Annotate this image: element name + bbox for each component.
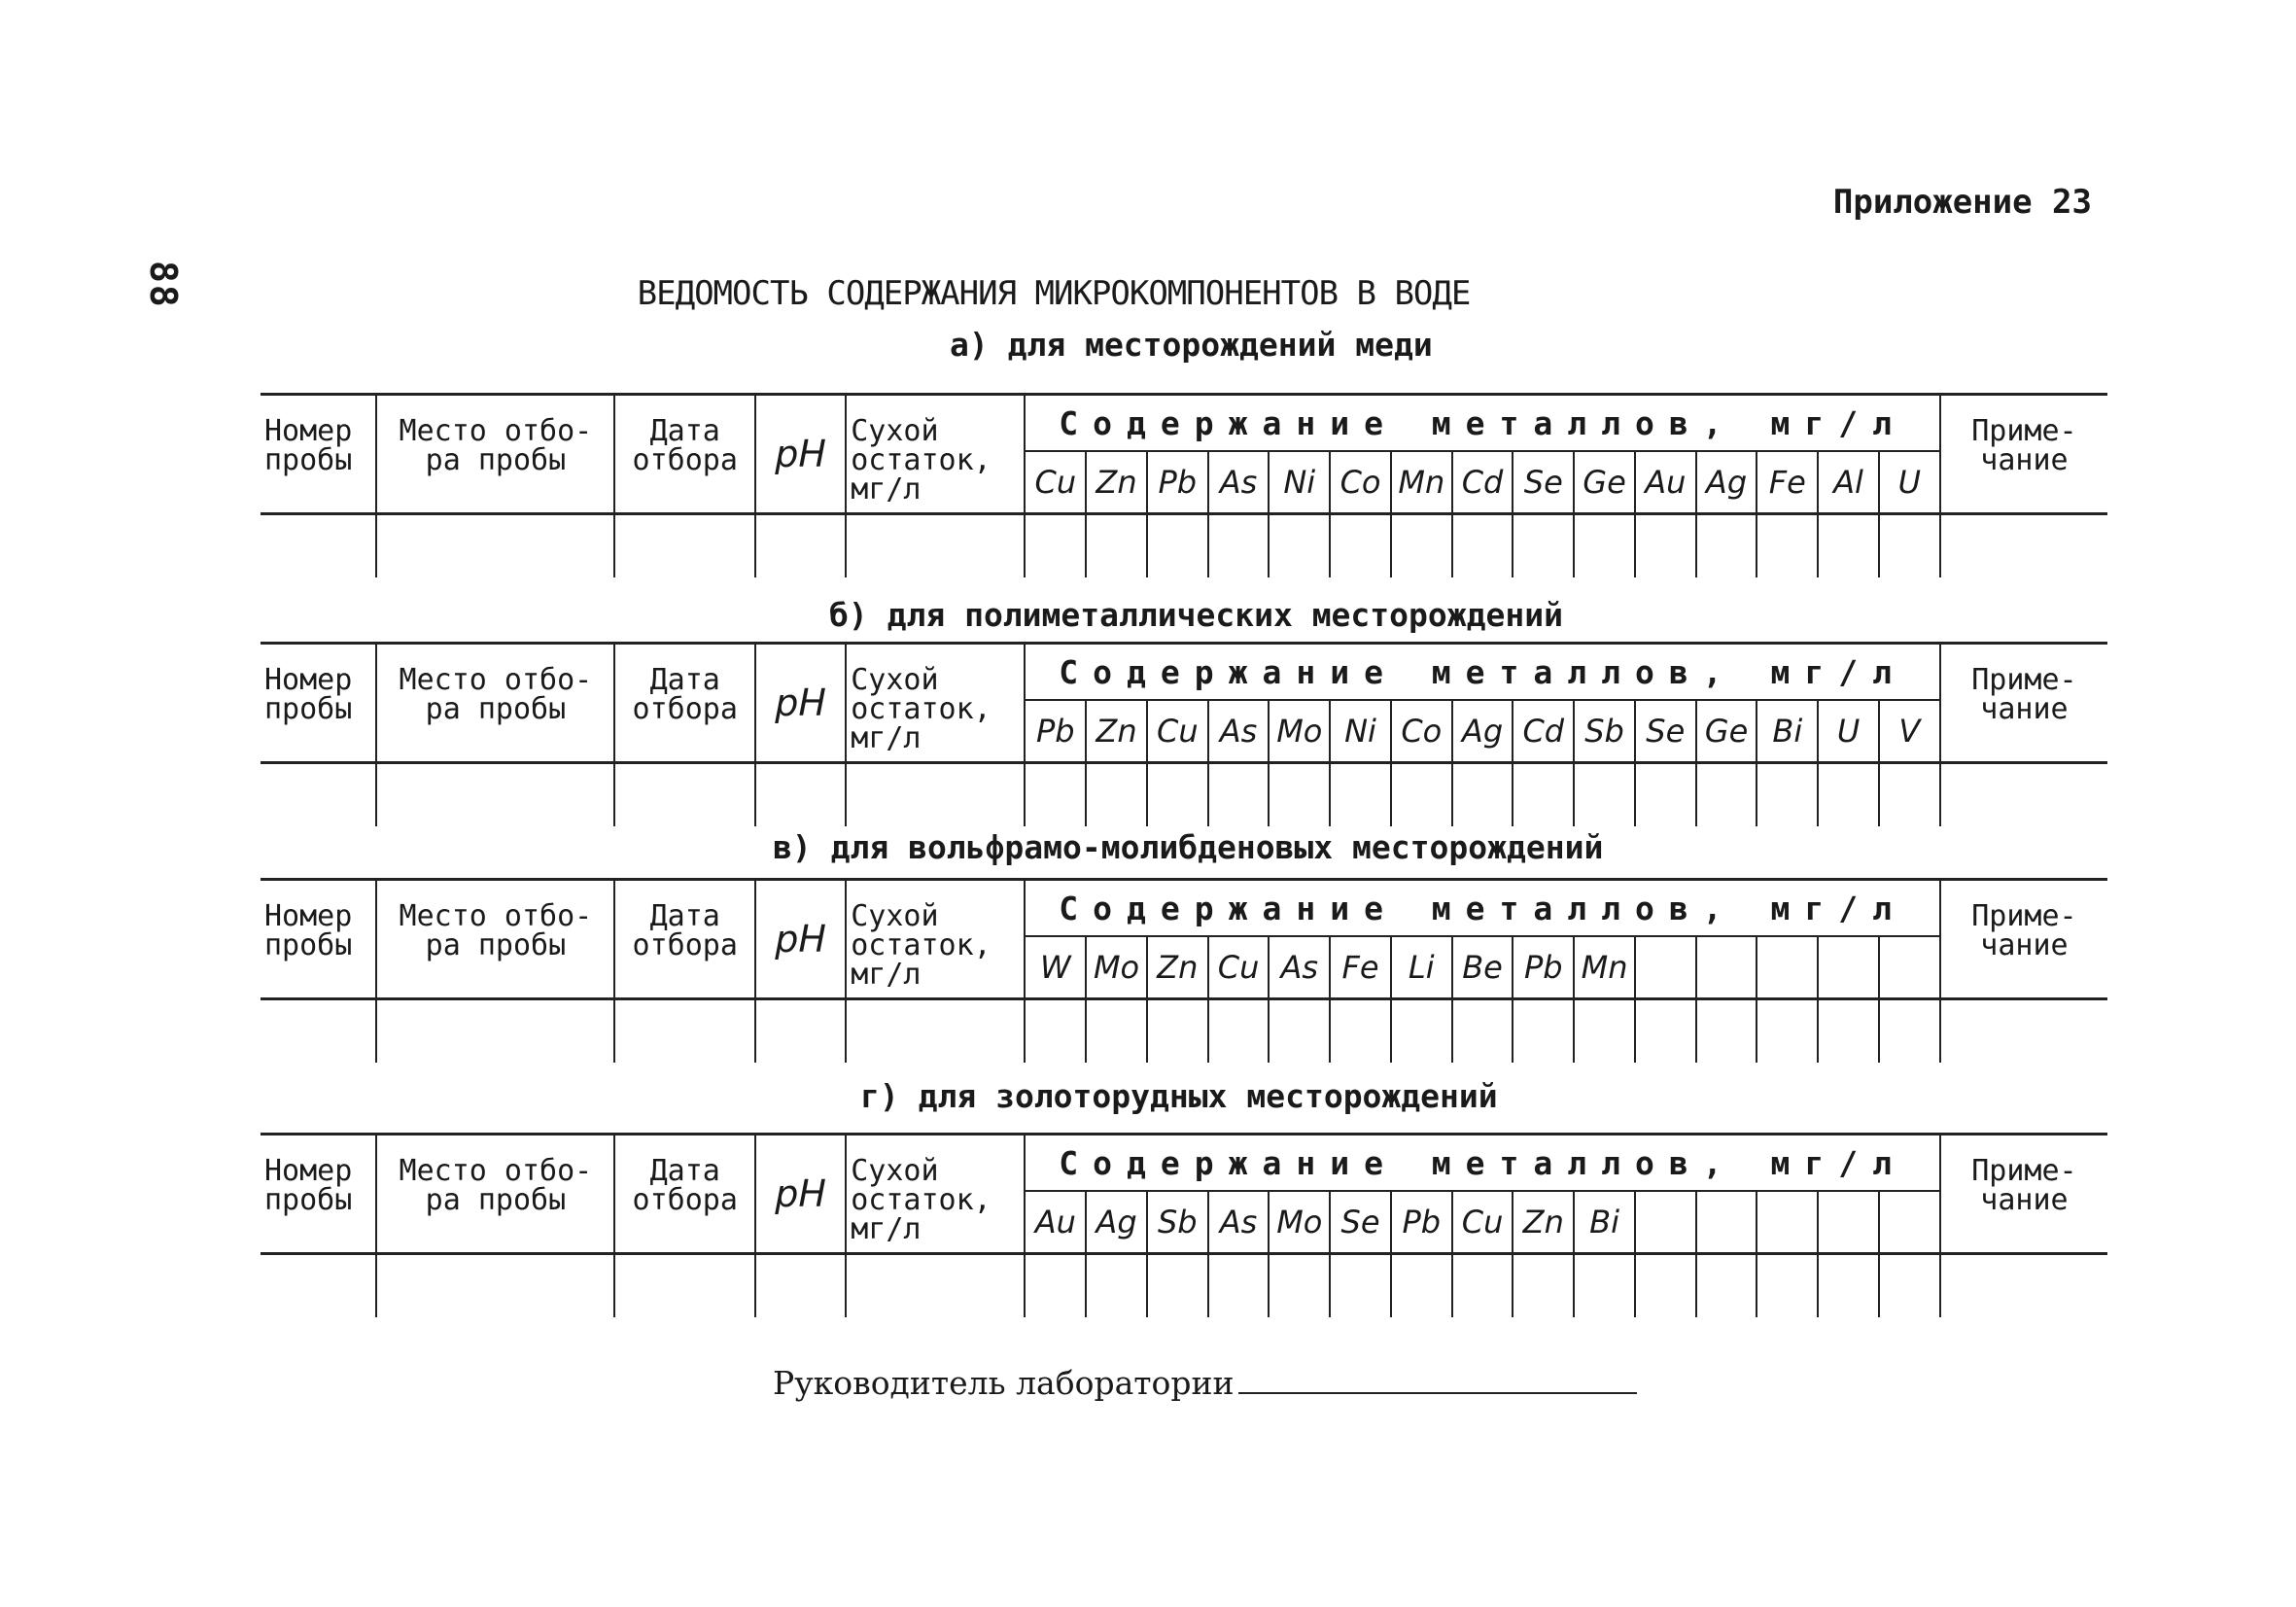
header-sampling-date [614, 880, 755, 999]
header-line: Место отбо- [399, 899, 593, 933]
header-line: ра пробы [425, 443, 567, 477]
metals-table [261, 1133, 2107, 1317]
data-entry-cell[interactable] [1391, 514, 1452, 578]
header-line: пробы [264, 1183, 353, 1217]
header-line: пробы [264, 928, 353, 962]
appendix-label: Приложение 23 [1832, 183, 2092, 222]
metal-symbol-cell [1696, 1191, 1757, 1254]
header-line: Сухой [851, 414, 939, 448]
data-entry-cell[interactable] [1635, 763, 1696, 827]
header-note [1940, 395, 2107, 514]
data-entry-cell[interactable] [1208, 763, 1270, 827]
header-line: Номер [264, 414, 353, 448]
data-entry-cell[interactable] [1269, 514, 1330, 578]
table-row [261, 999, 2107, 1064]
metal-symbol-cell: Cu [1025, 451, 1086, 514]
metal-symbol-cell: U [1818, 700, 1879, 763]
metal-symbol-cell [1757, 1191, 1818, 1254]
metal-symbol-cell: Sb [1147, 1191, 1208, 1254]
data-entry-cell[interactable] [1025, 514, 1086, 578]
data-entry-cell[interactable] [1757, 999, 1818, 1064]
metal-symbol-cell: Co [1330, 451, 1391, 514]
metal-symbol-cell: Ni [1269, 451, 1330, 514]
metal-symbol-cell: Ag [1086, 1191, 1147, 1254]
data-entry-cell[interactable] [1330, 514, 1391, 578]
metal-symbol-cell: Pb [1147, 451, 1208, 514]
header-ph: pH [755, 644, 846, 763]
data-entry-cell[interactable] [1879, 514, 1940, 578]
metal-symbol-cell [1818, 1191, 1879, 1254]
document-title: ВЕДОМОСТЬ СОДЕРЖАНИЯ МИКРОКОМПОНЕНТОВ В ВОДЕ [637, 274, 1471, 313]
header-ph: pH [755, 395, 846, 514]
header-sample-number [261, 880, 376, 999]
header-line: чание [1980, 928, 2069, 962]
header-ph: pH [755, 880, 846, 999]
data-entry-cell[interactable] [1757, 514, 1818, 578]
metal-symbol-cell: As [1269, 936, 1330, 999]
signature-label: Руководитель лаборатории [773, 1364, 1235, 1402]
data-entry-cell[interactable] [1513, 1254, 1574, 1318]
header-sample-number [261, 395, 376, 514]
header-line: ра пробы [425, 928, 567, 962]
header-line: мг/л [851, 1212, 922, 1246]
data-entry-cell[interactable] [755, 999, 846, 1064]
header-line: чание [1980, 443, 2069, 477]
data-entry-cell[interactable] [1696, 763, 1757, 827]
data-entry-cell[interactable] [1452, 1254, 1513, 1318]
data-entry-cell[interactable] [1940, 1254, 2107, 1318]
metal-symbol-cell [1696, 936, 1757, 999]
data-entry-cell[interactable] [1818, 1254, 1879, 1318]
section-caption: в) для вольфрамо-молибденовых месторождений [773, 828, 1604, 866]
metal-symbol-cell: Li [1391, 936, 1452, 999]
header-line: остаток, [851, 443, 991, 477]
data-entry-cell[interactable] [1940, 763, 2107, 827]
metal-symbol-cell: Zn [1513, 1191, 1574, 1254]
header-sampling-date [614, 395, 755, 514]
header-line: мг/л [851, 472, 922, 507]
data-entry-cell[interactable] [1879, 999, 1940, 1064]
metal-symbol-cell [1757, 936, 1818, 999]
data-entry-cell[interactable] [1940, 514, 2107, 578]
header-line: пробы [264, 443, 353, 477]
data-entry-cell[interactable] [1452, 763, 1513, 827]
header-line: мг/л [851, 721, 922, 755]
header-line: Место отбо- [399, 1154, 593, 1188]
header-line: остаток, [851, 692, 991, 726]
data-entry-cell[interactable] [376, 514, 614, 578]
header-line: остаток, [851, 928, 991, 962]
data-entry-cell[interactable] [846, 514, 1025, 578]
metal-symbol-cell: Cu [1208, 936, 1270, 999]
data-entry-cell[interactable] [614, 1254, 755, 1318]
data-entry-cell[interactable] [1025, 999, 1086, 1064]
data-entry-cell[interactable] [1635, 1254, 1696, 1318]
data-entry-cell[interactable] [376, 763, 614, 827]
data-entry-cell[interactable] [1208, 514, 1270, 578]
metals-table [261, 393, 2107, 577]
metal-symbol-cell: Ag [1452, 700, 1513, 763]
data-entry-cell[interactable] [1086, 1254, 1147, 1318]
data-entry-cell[interactable] [614, 763, 755, 827]
data-entry-cell[interactable] [1452, 999, 1513, 1064]
section-caption: б) для полиметаллических месторождений [829, 596, 1563, 634]
metal-symbol-cell: Mo [1086, 936, 1147, 999]
data-entry-cell[interactable] [1086, 763, 1147, 827]
header-line: отбора [632, 692, 738, 726]
data-entry-cell[interactable] [755, 514, 846, 578]
data-entry-cell[interactable] [261, 514, 376, 578]
data-entry-cell[interactable] [1269, 763, 1330, 827]
data-entry-cell[interactable] [1330, 1254, 1391, 1318]
data-entry-cell[interactable] [1391, 1254, 1452, 1318]
data-entry-cell[interactable] [1696, 999, 1757, 1064]
header-line: Место отбо- [399, 663, 593, 697]
metal-symbol-cell: Mo [1269, 1191, 1330, 1254]
data-entry-cell[interactable] [1208, 1254, 1270, 1318]
data-entry-cell[interactable] [1147, 1254, 1208, 1318]
data-entry-cell[interactable] [614, 514, 755, 578]
data-entry-cell[interactable] [1574, 1254, 1635, 1318]
data-entry-cell[interactable] [261, 1254, 376, 1318]
metal-symbol-cell: Pb [1513, 936, 1574, 999]
data-entry-cell[interactable] [1696, 514, 1757, 578]
data-entry-cell[interactable] [261, 763, 376, 827]
data-entry-cell[interactable] [614, 999, 755, 1064]
header-line: отбора [632, 1183, 738, 1217]
data-entry-cell[interactable] [1513, 999, 1574, 1064]
data-entry-cell[interactable] [1269, 999, 1330, 1064]
metal-symbol-cell: Se [1330, 1191, 1391, 1254]
header-note [1940, 880, 2107, 999]
data-entry-cell[interactable] [755, 763, 846, 827]
header-sampling-date [614, 644, 755, 763]
header-line: чание [1980, 692, 2069, 726]
metal-symbol-cell: Ge [1696, 700, 1757, 763]
data-entry-cell[interactable] [1147, 514, 1208, 578]
header-metal-content: Содержание металлов, мг/л [1025, 880, 1939, 937]
section-caption: а) для месторождений меди [950, 326, 1433, 364]
metal-symbol-cell: Fe [1330, 936, 1391, 999]
metal-symbol-cell: Be [1452, 936, 1513, 999]
data-entry-cell[interactable] [1574, 763, 1635, 827]
data-entry-cell[interactable] [1086, 514, 1147, 578]
header-line: ра пробы [425, 1183, 567, 1217]
metal-symbol-cell: Zn [1147, 936, 1208, 999]
metal-symbol-cell [1818, 936, 1879, 999]
data-entry-cell[interactable] [755, 1254, 846, 1318]
header-line: Дата [649, 899, 720, 933]
data-entry-cell[interactable] [376, 999, 614, 1064]
data-entry-cell[interactable] [1635, 514, 1696, 578]
metals-table [261, 878, 2107, 1063]
header-line: Сухой [851, 899, 939, 933]
header-line: Приме- [1971, 1154, 2077, 1188]
metal-symbol-cell: Se [1513, 451, 1574, 514]
metal-symbol-cell: Cd [1452, 451, 1513, 514]
data-entry-cell[interactable] [1818, 763, 1879, 827]
data-entry-cell[interactable] [1757, 763, 1818, 827]
data-entry-cell[interactable] [1147, 763, 1208, 827]
metal-symbol-cell: Fe [1757, 451, 1818, 514]
header-ph: pH [755, 1135, 846, 1254]
metal-symbol-cell: Mo [1269, 700, 1330, 763]
header-line: Сухой [851, 663, 939, 697]
data-entry-cell[interactable] [1879, 763, 1940, 827]
header-dry-residue [846, 644, 1025, 763]
data-entry-cell[interactable] [1147, 999, 1208, 1064]
metal-symbol-cell: Pb [1025, 700, 1086, 763]
metal-symbol-cell: Au [1025, 1191, 1086, 1254]
data-entry-cell[interactable] [1513, 763, 1574, 827]
header-sampling-place [376, 644, 614, 763]
metal-symbol-cell: Zn [1086, 700, 1147, 763]
data-entry-cell[interactable] [1330, 763, 1391, 827]
header-sample-number [261, 1135, 376, 1254]
metal-symbol-cell [1635, 1191, 1696, 1254]
data-entry-cell[interactable] [1879, 1254, 1940, 1318]
header-line: остаток, [851, 1183, 991, 1217]
table-row [261, 514, 2107, 578]
header-line: мг/л [851, 958, 922, 992]
metal-symbol-cell: Co [1391, 700, 1452, 763]
header-note [1940, 644, 2107, 763]
metal-symbol-cell: Zn [1086, 451, 1147, 514]
header-line: пробы [264, 692, 353, 726]
header-line: Сухой [851, 1154, 939, 1188]
header-line: Дата [649, 663, 720, 697]
signature-block [773, 1364, 1637, 1402]
metal-symbol-cell: Sb [1574, 700, 1635, 763]
header-metal-content: Содержание металлов, мг/л [1025, 644, 1939, 701]
data-entry-cell[interactable] [1574, 999, 1635, 1064]
metal-symbol-cell: Ni [1330, 700, 1391, 763]
data-entry-cell[interactable] [1940, 999, 2107, 1064]
metal-symbol-cell: Mn [1574, 936, 1635, 999]
header-sampling-date [614, 1135, 755, 1254]
metal-symbol-cell: Se [1635, 700, 1696, 763]
data-entry-cell[interactable] [1391, 763, 1452, 827]
metal-symbol-cell: W [1025, 936, 1086, 999]
section-caption: г) для золоторудных месторождений [860, 1077, 1498, 1115]
data-entry-cell[interactable] [1391, 999, 1452, 1064]
header-sample-number [261, 644, 376, 763]
metal-symbol-cell: U [1879, 451, 1940, 514]
metal-symbol-cell: Cd [1513, 700, 1574, 763]
metal-symbol-cell: As [1208, 1191, 1270, 1254]
metal-symbol-cell: Mn [1391, 451, 1452, 514]
metal-symbol-cell: Ag [1696, 451, 1757, 514]
header-line: чание [1980, 1183, 2069, 1217]
header-line: Приме- [1971, 414, 2077, 448]
data-entry-cell[interactable] [1452, 514, 1513, 578]
data-entry-cell[interactable] [1025, 1254, 1086, 1318]
data-entry-cell[interactable] [261, 999, 376, 1064]
signature-line[interactable] [1238, 1392, 1637, 1394]
data-entry-cell[interactable] [1696, 1254, 1757, 1318]
metal-symbol-cell: As [1208, 700, 1270, 763]
data-entry-cell[interactable] [1757, 1254, 1818, 1318]
header-sampling-place [376, 395, 614, 514]
data-entry-cell[interactable] [1208, 999, 1270, 1064]
header-line: Место отбо- [399, 414, 593, 448]
metal-symbol-cell: Bi [1757, 700, 1818, 763]
metal-symbol-cell: Ge [1574, 451, 1635, 514]
metal-symbol-cell: Bi [1574, 1191, 1635, 1254]
header-line: Номер [264, 899, 353, 933]
data-entry-cell[interactable] [1330, 999, 1391, 1064]
metal-symbol-cell: As [1208, 451, 1270, 514]
header-line: Дата [649, 1154, 720, 1188]
metal-symbol-cell: V [1879, 700, 1940, 763]
metal-symbol-cell: Al [1818, 451, 1879, 514]
header-line: Приме- [1971, 899, 2077, 933]
header-metal-content: Содержание металлов, мг/л [1025, 395, 1939, 452]
data-entry-cell[interactable] [1513, 514, 1574, 578]
header-sampling-place [376, 880, 614, 999]
data-entry-cell[interactable] [1635, 999, 1696, 1064]
data-entry-cell[interactable] [1818, 514, 1879, 578]
header-dry-residue [846, 395, 1025, 514]
header-line: Дата [649, 414, 720, 448]
metal-symbol-cell: Au [1635, 451, 1696, 514]
header-metal-content: Содержание металлов, мг/л [1025, 1135, 1939, 1192]
data-entry-cell[interactable] [846, 763, 1025, 827]
header-line: Номер [264, 663, 353, 697]
data-entry-cell[interactable] [1086, 999, 1147, 1064]
header-dry-residue [846, 1135, 1025, 1254]
header-dry-residue [846, 880, 1025, 999]
page-number: 88 [142, 261, 185, 309]
header-line: Приме- [1971, 663, 2077, 697]
data-entry-cell[interactable] [1574, 514, 1635, 578]
metal-symbol-cell: Pb [1391, 1191, 1452, 1254]
data-entry-cell[interactable] [1269, 1254, 1330, 1318]
data-entry-cell[interactable] [846, 1254, 1025, 1318]
header-line: отбора [632, 443, 738, 477]
header-line: отбора [632, 928, 738, 962]
metals-table [261, 642, 2107, 826]
data-entry-cell[interactable] [1818, 999, 1879, 1064]
header-note [1940, 1135, 2107, 1254]
table-row [261, 763, 2107, 827]
metal-symbol-cell [1635, 936, 1696, 999]
metal-symbol-cell: Cu [1452, 1191, 1513, 1254]
metal-symbol-cell [1879, 936, 1940, 999]
header-sampling-place [376, 1135, 614, 1254]
header-line: Номер [264, 1154, 353, 1188]
metal-symbol-cell: Cu [1147, 700, 1208, 763]
table-row [261, 1254, 2107, 1318]
data-entry-cell[interactable] [1025, 763, 1086, 827]
header-line: ра пробы [425, 692, 567, 726]
data-entry-cell[interactable] [846, 999, 1025, 1064]
data-entry-cell[interactable] [376, 1254, 614, 1318]
metal-symbol-cell [1879, 1191, 1940, 1254]
